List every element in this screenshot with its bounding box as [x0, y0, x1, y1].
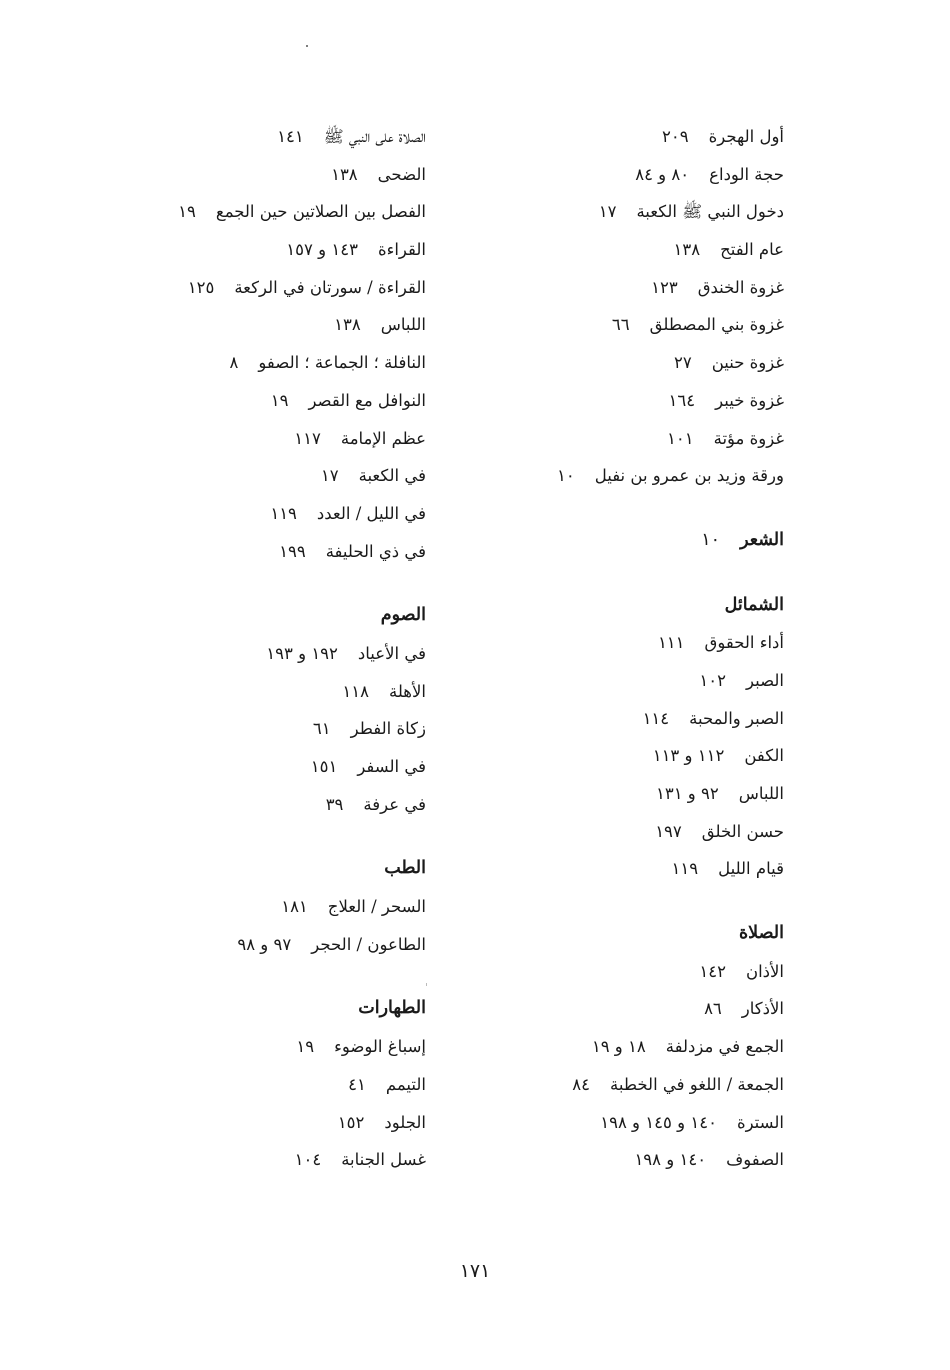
entry-term: القراءة: [377, 240, 426, 260]
index-entry: [26, 1104, 426, 1142]
entry-page-numbers: ١٢٣: [651, 277, 678, 297]
entry-term: غسل الجنابة: [341, 1150, 426, 1170]
index-entry: [26, 118, 426, 156]
entry-page-numbers: ٤١: [348, 1074, 366, 1094]
entry-term: الجلود: [384, 1112, 426, 1132]
entry-term: في السفر: [357, 757, 426, 776]
entry-page-numbers: ١٤٣ و ١٥٧: [286, 240, 358, 260]
entry-page-numbers: ١٢٥: [187, 277, 215, 297]
entry-page-numbers: ١١٩: [270, 503, 297, 523]
entry-term: أول الهجرة: [708, 127, 784, 146]
entry-term: الطاعون / الحجر: [311, 934, 426, 954]
entry-term: في عرفة: [363, 794, 426, 814]
entry-page-numbers: ١٦٤: [668, 390, 696, 410]
index-entry: [26, 382, 426, 420]
index-entry: [26, 710, 426, 748]
index-entry: [384, 850, 784, 888]
index-entry: [384, 382, 784, 420]
index-entry: [384, 231, 784, 269]
entry-page-numbers: ١٨١: [281, 897, 308, 917]
entry-page-numbers: ١١٧: [294, 428, 321, 448]
entry-page-numbers: ١٤٠ و ١٤٥ و ١٩٨: [600, 1112, 717, 1132]
entry-page-numbers: ٣٩: [325, 794, 344, 814]
index-entry: [384, 953, 784, 991]
entry-term: في الكعبة: [358, 466, 426, 486]
index-entry: [384, 1104, 784, 1142]
entry-page-numbers: ١٤٢: [699, 961, 726, 981]
entry-term: السترة: [736, 1112, 784, 1132]
index-entry: [26, 786, 426, 824]
entry-term: ورقة وزيد بن عمرو بن نفيل: [594, 466, 784, 486]
entry-page-numbers: ٩٧ و ٩٨: [237, 934, 292, 954]
index-section: [384, 587, 784, 889]
entry-term: غزوة حنين: [711, 353, 784, 373]
section-title: الصلاة: [739, 923, 784, 944]
index-entry: [384, 344, 784, 382]
section-heading: [26, 990, 426, 1028]
entry-page-numbers: ١١٢ و ١١٣: [652, 746, 725, 766]
entry-term: غزوة خيبر: [715, 390, 784, 410]
index-entry: [26, 748, 426, 786]
entry-page-numbers: ١٨ و ١٩: [591, 1037, 646, 1057]
entry-page-numbers: ١٩٢ و ١٩٣: [266, 643, 338, 663]
entry-page-numbers: ٢٧: [673, 353, 692, 373]
entry-term: اللباس: [380, 315, 426, 335]
entry-page-numbers: ١٧: [598, 202, 617, 222]
section-heading: [384, 587, 784, 625]
entry-term: إسباغ الوضوء: [334, 1037, 426, 1057]
index-entry: [384, 457, 784, 495]
index-section: [26, 850, 426, 963]
index-entry: [384, 775, 784, 813]
entry-term: السحر / العلاج: [327, 897, 426, 917]
page-number: ١٧١: [459, 1260, 491, 1282]
section-title: الطهارات: [358, 998, 426, 1019]
entry-term: الصفوف: [726, 1150, 784, 1170]
index-entry: [26, 269, 426, 307]
entry-page-numbers: ٨٤: [572, 1074, 591, 1094]
entry-term: الصبر والمحبة: [689, 708, 784, 728]
entry-term: الصبر: [745, 670, 784, 690]
index-entry: [384, 662, 784, 700]
index-entry: [26, 1141, 426, 1179]
entry-term: في ذي الحليفة: [325, 541, 426, 561]
entry-term: غزوة مؤتة: [713, 428, 784, 448]
index-entry: [384, 624, 784, 662]
index-entry: [384, 813, 784, 851]
entry-page-numbers: ٨: [229, 353, 239, 373]
section-heading: [384, 915, 784, 953]
entry-page-numbers: ١٠٤: [294, 1150, 322, 1170]
index-entry: [384, 420, 784, 458]
entry-page-numbers: ١٣٨: [334, 315, 361, 335]
entry-term: الصلاة على النبي ﷺ: [323, 127, 426, 146]
entry-page-numbers: ٦٦: [611, 315, 630, 335]
index-entry: [26, 888, 426, 926]
entry-term: الكفن: [744, 746, 784, 766]
entry-term: النافلة ؛ الجماعة ؛ الصفو: [258, 353, 426, 373]
entry-page-numbers: ٨٦: [704, 999, 722, 1019]
index-entry: [26, 344, 426, 382]
index-entry: [384, 193, 784, 231]
section-heading: [26, 850, 426, 888]
entry-page-numbers: ١١٨: [342, 681, 369, 701]
entry-term: الأهلة: [388, 681, 426, 701]
entry-term: القراءة / سورتان في الركعة: [234, 277, 426, 297]
section-title: الشمائل: [724, 594, 784, 615]
entry-term: غزوة الخندق: [697, 277, 784, 297]
entry-term: الأذان: [745, 961, 784, 981]
index-section: [26, 597, 426, 823]
entry-page-numbers: ٦١: [312, 719, 331, 739]
entry-term: قيام الليل: [718, 859, 784, 879]
entry-term: عظم الإمامة: [340, 428, 426, 448]
index-entry: [26, 1066, 426, 1104]
entry-term: في الليل / العدد: [316, 503, 426, 523]
entry-term: أداء الحقوق: [704, 633, 784, 653]
entry-term: في الأعياد: [357, 643, 426, 663]
entry-term: الفصل بين الصلاتين حين الجمع: [215, 202, 426, 222]
entry-page-numbers: ١٥١: [310, 757, 338, 776]
index-entry: [26, 457, 426, 495]
index-entry: [26, 1028, 426, 1066]
section-title: الطب: [384, 858, 426, 879]
entry-page-numbers: ١٠١: [667, 428, 694, 448]
entry-term: غزوة بني المصطلق: [649, 315, 784, 335]
index-entry: [26, 306, 426, 344]
index-entry: [26, 635, 426, 673]
index-entry: [26, 533, 426, 571]
entry-page-numbers: ١٩: [178, 202, 196, 222]
index-entry: [384, 306, 784, 344]
entry-term: حجة الوداع: [709, 164, 784, 184]
entry-term: حسن الخلق: [701, 821, 784, 841]
entry-page-numbers: ١١١: [657, 633, 685, 653]
index-entry: [26, 193, 426, 231]
index-column-left: [26, 118, 426, 1179]
entry-page-numbers: ١٤١: [277, 127, 304, 146]
entry-term: التيمم: [385, 1074, 426, 1094]
entry-page-numbers: ١٠٢: [699, 670, 726, 690]
section-heading: [26, 597, 426, 635]
entry-term: الجمع في مزدلفة: [665, 1037, 784, 1057]
index-entry: [26, 420, 426, 458]
entry-page-numbers: ٨٠ و ٨٤: [635, 164, 690, 184]
entry-page-numbers: ٢٠٩: [662, 127, 689, 146]
section-title: الصوم: [380, 605, 426, 626]
entry-page-numbers: ١٧: [320, 466, 339, 486]
index-entry: [384, 1028, 784, 1066]
index-entry: [26, 495, 426, 533]
index-column-right: [384, 118, 784, 1179]
entry-term: الأذكار: [741, 999, 784, 1019]
entry-page-numbers: ١٩٩: [279, 541, 306, 561]
entry-page-numbers: ١٩: [270, 390, 289, 410]
entry-term: اللباس: [738, 784, 784, 803]
stray-mark: [306, 45, 308, 47]
entry-page-numbers: ١١٩: [671, 859, 699, 879]
entry-term: الضحى: [377, 164, 426, 184]
entry-term: دخول النبي ﷺ الكعبة: [636, 202, 784, 222]
index-entry: [384, 737, 784, 775]
entry-term: زكاة الفطر: [350, 719, 426, 739]
entry-term: النوافل مع القصر: [308, 390, 426, 410]
index-entry: [26, 673, 426, 711]
index-entry: [384, 118, 784, 156]
index-entry: [384, 700, 784, 738]
index-entry: [384, 990, 784, 1028]
entry-page-numbers: ١١٤: [642, 708, 670, 728]
index-section: [384, 522, 784, 560]
entry-page-numbers: ١٩: [296, 1037, 315, 1057]
index-entry: [384, 1141, 784, 1179]
index-section: [26, 990, 426, 1178]
index-section: [384, 915, 784, 1179]
entry-page-numbers: ١٠: [557, 466, 575, 486]
index-entry: [26, 926, 426, 964]
entry-page-numbers: ١٤٠ و ١٩٨: [634, 1150, 707, 1170]
entry-page-numbers: ١٩٧: [655, 821, 682, 841]
index-entry: [384, 269, 784, 307]
index-entry: [384, 1066, 784, 1104]
entry-term: عام الفتح: [720, 240, 784, 260]
index-entry: [384, 156, 784, 194]
index-entry: [26, 156, 426, 194]
entry-term: الجمعة / اللغو في الخطبة: [610, 1074, 784, 1094]
entry-page-numbers: ١٣٨: [673, 240, 701, 260]
section-heading: [384, 522, 784, 560]
index-entry: [26, 231, 426, 269]
section-title: الشعر: [740, 529, 784, 550]
section-page-number: ١٠: [701, 529, 721, 550]
entry-page-numbers: ١٣٨: [331, 164, 358, 184]
entry-page-numbers: ١٥٢: [337, 1112, 365, 1132]
entry-page-numbers: ٩٢ و ١٣١: [655, 784, 719, 803]
